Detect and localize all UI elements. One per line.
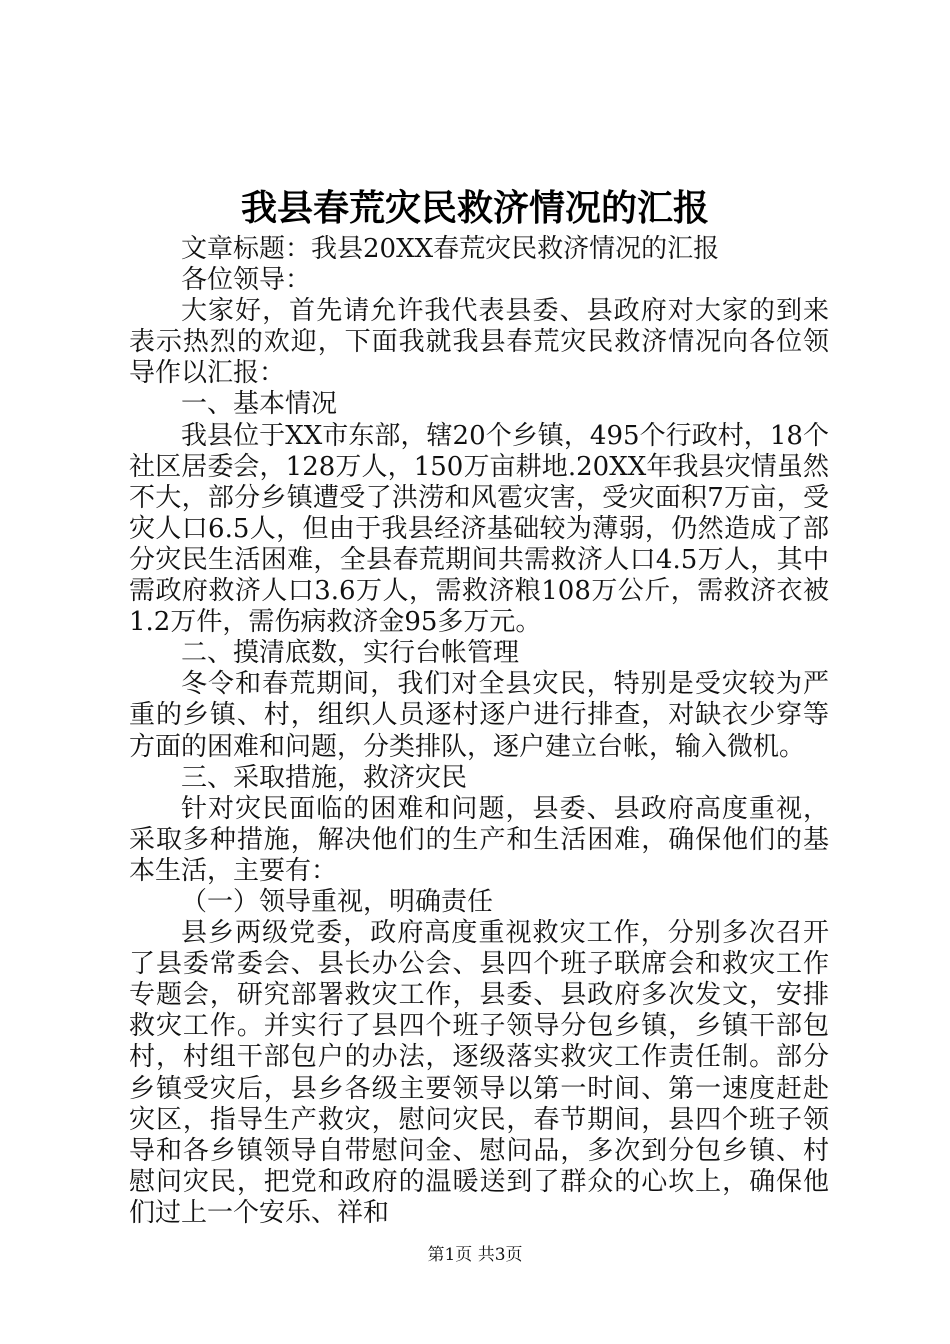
section-heading-relief-measures: 三、采取措施，救济灾民 (181, 762, 468, 793)
paragraph-leadership: 县乡两级党委，政府高度重视救灾工作，分别多次召开了县委常委会、县长办公会、县四个班子联席会和救灾工作专题会，研究部署救灾工作，县委、县政府多次发文，安排救灾工作。并实行了县四个班子领导分包乡镇，乡镇干部包村，村组干部包户的办法，逐级落实救灾工作责任制。部分乡镇受灾后，县乡各级主要领导以第一时间、第一速度赶赴灾区，指导生产救灾，慰问灾民，春节期间，县四个班子领导和各乡镇领导自带慰问金、慰问品，多次到分包乡镇、村慰问灾民，把党和政府的温暖送到了群众的心坎上，确保他们过上一个安乐、祥和 (129, 918, 829, 1228)
paragraph-ledger-management: 冬令和春荒期间，我们对全县灾民，特别是受灾较为严重的乡镇、村，组织人员逐村逐户进行排查，对缺衣少穿等方面的困难和问题，分类排队，逐户建立台帐，输入微机。 (129, 669, 829, 762)
subsection-heading-leadership: （一）领导重视，明确责任 (181, 886, 494, 917)
page-number-footer: 第1页 共3页 (427, 1245, 523, 1265)
section-heading-basic-situation: 一、基本情况 (181, 389, 338, 420)
paragraph-salutation: 各位领导： (181, 265, 312, 296)
document-body (129, 234, 829, 1229)
paragraph-relief-measures: 针对灾民面临的困难和问题，县委、县政府高度重视，采取多种措施，解决他们的生产和生活困难，确保他们的基本生活，主要有： (129, 793, 829, 886)
paragraph-basic-situation: 我县位于XX市东部，辖20个乡镇，495个行政村，18个社区居委会，128万人，150万亩耕地.20XX年我县灾情虽然不大，部分乡镇遭受了洪涝和风雹灾害，受灾面积7万亩，受灾人口6.5人，但由于我县经济基础较为薄弱，仍然造成了部分灾民生活困难，全县春荒期间共需救济人口4.5万人，其中需政府救济人口3.6万人，需救济粮108万公斤，需救济衣被1.2万件，需伤病救济金95多万元。 (129, 420, 829, 638)
paragraph-welcome: 大家好，首先请允许我代表县委、县政府对大家的到来表示热烈的欢迎，下面我就我县春荒灾民救济情况向各位领导作以汇报： (129, 296, 829, 389)
paragraph-article-title: 文章标题：我县20XX春荒灾民救济情况的汇报 (181, 234, 720, 264)
section-heading-ledger-management: 二、摸清底数，实行台帐管理 (181, 638, 520, 669)
document-title: 我县春荒灾民救济情况的汇报 (240, 187, 709, 229)
